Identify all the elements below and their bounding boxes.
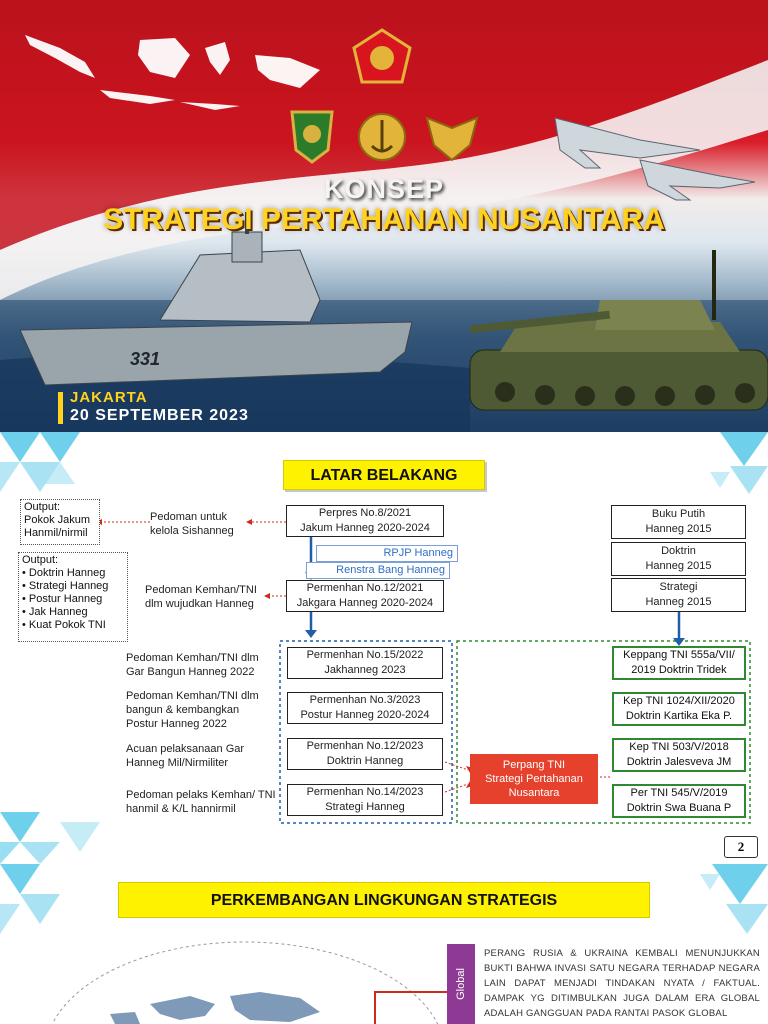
perpres-box [286,505,444,537]
box-line: Nusantara [508,787,560,799]
box-line: Strategi [659,581,698,593]
doktrin-swa-buana-box [612,784,746,818]
cover-title-line2: STRATEGI PERTAHANAN NUSANTARA [103,203,665,236]
note-text: Pedoman pelaks Kemhan/ TNI hanmil & K/L hannirmil [126,789,276,815]
cover-location: JAKARTA [70,389,148,406]
box-line: Doktrin Swa Buana P [626,802,732,814]
box-line: Strategi Hanneg [325,801,405,813]
global-description: PERANG RUSIA & UKRAINA KEMBALI MENUNJUKKAN BUKTI BAHWA INVASI SATU NEGARA TERHADAP NEGARA LAIN DAPAT MENJADI TINDAKAN NYATA / FAKTUAL. DAMPAK YG DITIMBULKAN JUGA DALAM ERA GLOBAL ADALAH GANGGUAN PADA RANTAI PASOK GLOBAL [484,948,760,1019]
box-line: Permenhan No.3/2023 [309,694,421,706]
tank [470,250,768,410]
box-line: Strategi Pertahanan [485,773,583,785]
perpang-tni-box [470,754,598,804]
output-box-1 [20,499,100,545]
box-line: Keppang TNI 555a/VII/ [623,649,735,661]
box-line: Hanneg 2015 [645,596,712,608]
global-label [447,944,475,1024]
strategi-box [611,578,746,612]
output-item: • Jak Hanneg [22,606,124,619]
rpjp-box: RPJP Hanneg [316,545,458,562]
cover-date: 20 SEPTEMBER 2023 [70,407,249,424]
output-heading: Output: [24,501,61,513]
world-map-icon [45,942,445,1024]
output-item: • Kuat Pokok TNI [22,619,124,632]
box-line: Buku Putih [651,508,706,520]
ship-hull-number: 331 [130,349,161,369]
box-line: Kep TNI 503/V/2018 [629,741,729,753]
page-number: 2 [724,836,758,858]
output-line: Hanmil/nirmil [24,527,88,539]
box-line: Perpres No.8/2021 [318,507,412,519]
doktrin-box [611,542,746,576]
box-line: Doktrin Kartika Eka P. [625,710,733,722]
tni-al-emblem [359,114,405,160]
box-line: Doktrin Hanneg [326,755,404,767]
renstra-box: Renstra Bang Hanneg [306,562,450,579]
cover-title-line1: KONSEP [323,174,445,204]
permenhan-3-box [287,692,443,724]
output-heading: Output: [22,554,59,566]
permenhan-12-2023-box [287,738,443,770]
permenhan-15-box [287,647,443,679]
note-text: Pedoman Kemhan/TNI dlm Gar Bangun Hanneg 2022 [126,652,259,678]
box-line: Permenhan No.14/2023 [306,786,424,798]
output-box-2 [18,552,128,642]
box-line: Doktrin [661,545,696,557]
box-line: Jakum Hanneg 2020-2024 [300,522,430,534]
buku-putih-box [611,505,746,539]
box-line: Per TNI 545/V/2019 [630,787,728,799]
permenhan-12-2021-box [286,580,444,612]
slide-title: PERKEMBANGAN LINGKUNGAN STRATEGIS [118,882,650,918]
global-label-text: Global [455,968,468,1000]
box-line: Hanneg 2015 [645,523,712,535]
doktrin-tridek-box [612,646,746,680]
permenhan-14-box [287,784,443,816]
note-text: Pedoman untuk kelola Sishanneg [150,511,234,537]
slide-title: LATAR BELAKANG [283,460,485,490]
doktrin-jalesveva-box [612,738,746,772]
box-line: Kep TNI 1024/XII/2020 [623,695,735,707]
output-line: Pokok Jakum [24,514,91,526]
box-line: Postur Hanneg 2020-2024 [300,709,430,721]
output-item: • Postur Hanneg [22,593,124,606]
output-item: • Doktrin Hanneg [22,567,124,580]
output-item: • Strategi Hanneg [22,580,124,593]
box-line: Jakhanneg 2023 [324,664,406,676]
box-line: Doktrin Jalesveva JM [626,756,732,768]
box-line: Jakgara Hanneg 2020-2024 [296,597,434,609]
box-line: Hanneg 2015 [645,560,712,572]
note-text: Pedoman Kemhan/TNI dlm bangun & kembangkan Postur Hanneg 2022 [126,690,259,730]
box-line: Perpang TNI [502,759,566,771]
date-accent-bar [58,392,63,424]
box-line: Permenhan No.15/2022 [306,649,424,661]
box-line: Permenhan No.12/2023 [306,740,424,752]
box-line: Permenhan No.12/2021 [306,582,424,594]
box-line: 2019 Doktrin Tridek [631,664,727,676]
note-text: Pedoman Kemhan/TNI dlm wujudkan Hanneg [145,584,257,610]
cover-slide [0,0,768,432]
lingkungan-strategis-slide [0,864,768,1024]
latar-belakang-slide [0,432,768,864]
note-text: Acuan pelaksanaan Gar Hanneg Mil/Nirmiliter [126,743,245,769]
doktrin-kartika-box [612,692,746,726]
